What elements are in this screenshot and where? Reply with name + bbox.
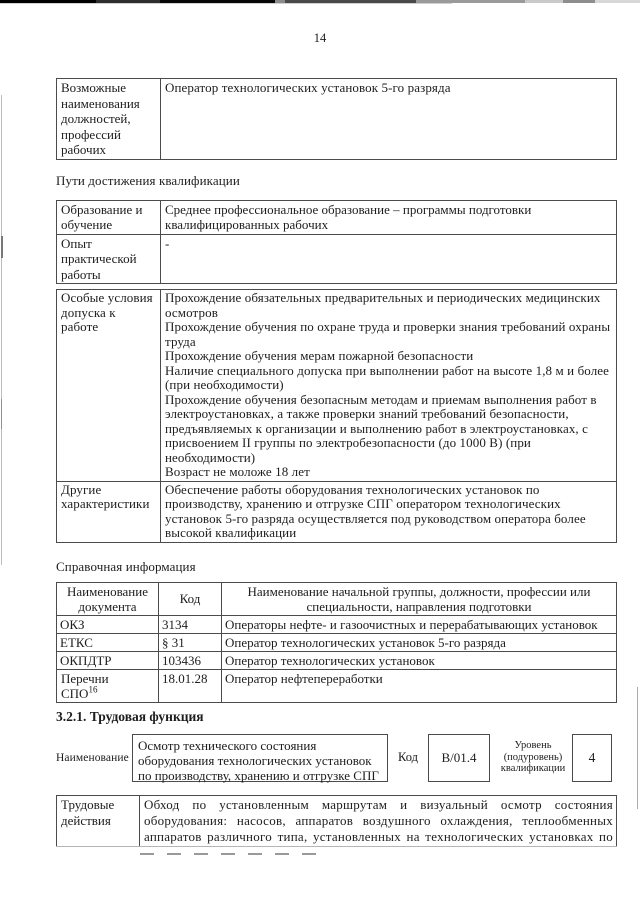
- name-cell: Операторы нефте- и газоочистных и перерабатывающих установок: [222, 615, 617, 633]
- table-header-row: [57, 582, 617, 615]
- labor-function-level-label: Уровень (подуровень) квалификации: [500, 740, 566, 775]
- possible-titles-label: Возможные наименования должностей, профессий рабочих: [57, 79, 161, 160]
- education-label: Образование и обучение: [57, 200, 161, 234]
- code-cell: 3134: [159, 615, 222, 633]
- labor-actions-label: Трудовые действия: [57, 795, 140, 847]
- scan-artifact-left-mark: [1, 236, 3, 258]
- table-row: [57, 481, 617, 542]
- qualification-table: [56, 200, 617, 285]
- experience-label: Опыт практической работы: [57, 234, 161, 284]
- table-row: [57, 234, 617, 284]
- doc-name: Перечни СПО: [61, 670, 109, 701]
- reference-table: [56, 582, 617, 703]
- condition-item: Прохождение обучения безопасным методам и приемам выполнения работ в электроустановках, а также проверки знаний требований безопасности, предъявляемых к организации и выполнению работ в электроустановках, с присвоением II группы по электробезопасности (до 1000 В) (при необходимости): [165, 391, 597, 465]
- doc-cell: ЕТКС: [57, 633, 159, 651]
- name-cell: Оператор технологических установок: [222, 651, 617, 669]
- condition-item: Прохождение обучения по охране труда и проверки знания требований охраны труда: [165, 319, 611, 349]
- labor-function-name-box: Осмотр технического состояния оборудования технологических установок по производству, хранению и отгрузке СПГ: [132, 734, 388, 782]
- name-cell: Оператор технологических установок 5-го разряда: [222, 633, 617, 651]
- table-row: [57, 200, 617, 234]
- scan-artifact-page-cut: [140, 853, 325, 855]
- code-cell: 103436: [159, 651, 222, 669]
- other-characteristics-label: Другие характеристики: [57, 481, 161, 542]
- code-cell: 18.01.28: [159, 669, 222, 702]
- table-row: [57, 651, 617, 669]
- document-content: [56, 78, 617, 847]
- possible-titles-value: Оператор технологических установок 5-го разряда: [161, 79, 617, 160]
- qualification-paths-heading: Пути достижения квалификации: [56, 172, 240, 188]
- condition-item: Прохождение обучения мерам пожарной безопасности: [165, 348, 474, 363]
- special-conditions-value: [161, 290, 617, 482]
- name-cell: Оператор нефтепереработки: [222, 669, 617, 702]
- doc-cell: ОКПДТР: [57, 651, 159, 669]
- table-row: [57, 795, 617, 847]
- doc-cell: [57, 669, 159, 702]
- footnote-marker: 16: [88, 684, 98, 695]
- scan-artifact-right-line: [637, 687, 638, 809]
- labor-function-level-box: 4: [572, 734, 612, 782]
- scan-artifact-left-mark: [1, 399, 2, 429]
- labor-function-heading: 3.2.1. Трудовая функция: [56, 708, 204, 724]
- condition-item: Прохождение обязательных предварительных и периодических медицинских осмотров: [165, 290, 601, 320]
- table-row: [57, 79, 617, 160]
- header-code: Код: [159, 582, 222, 615]
- conditions-table: [56, 289, 617, 543]
- labor-function-code-box: В/01.4: [428, 734, 490, 782]
- condition-item: Возраст не моложе 18 лет: [165, 464, 310, 479]
- labor-actions-value: Обход по установленным маршрутам и визуальный осмотр состояния оборудования: насосов, аппаратов воздушного охлаждения, теплообменных аппаратов различного типа, установленных на технологических установках по: [140, 795, 617, 847]
- possible-titles-table: [56, 78, 617, 160]
- header-document: Наименование документа: [57, 582, 159, 615]
- table-row: [57, 290, 617, 482]
- reference-heading: Справочная информация: [56, 558, 196, 574]
- special-conditions-label: Особые условия допуска к работе: [57, 290, 161, 482]
- code-cell: § 31: [159, 633, 222, 651]
- labor-actions-table: [56, 795, 617, 848]
- labor-function-name-label: Наименование: [56, 751, 129, 764]
- condition-item: Наличие специального допуска при выполнении работ на высоте 1,8 м и более (при необходимости): [165, 362, 610, 392]
- other-characteristics-value: Обеспечение работы оборудования технологических установок по производству, хранению и отгрузке СПГ оператором технологических установок 5-го разряда осуществляется под руководством оператора более высокой квалификации: [161, 481, 617, 542]
- table-row: [57, 615, 617, 633]
- table-row: [57, 669, 617, 702]
- labor-function-code-label: Код: [398, 750, 418, 764]
- page-number: 14: [313, 31, 327, 45]
- education-value: Среднее профессиональное образование – программы подготовки квалифицированных рабочих: [161, 200, 617, 234]
- experience-value: -: [161, 234, 617, 284]
- table-row: [57, 633, 617, 651]
- header-name: Наименование начальной группы, должности, профессии или специальности, направления подготовки: [222, 582, 617, 615]
- doc-cell: ОКЗ: [57, 615, 159, 633]
- labor-function-strip: [56, 734, 617, 782]
- scan-artifact-left-line: [1, 95, 2, 565]
